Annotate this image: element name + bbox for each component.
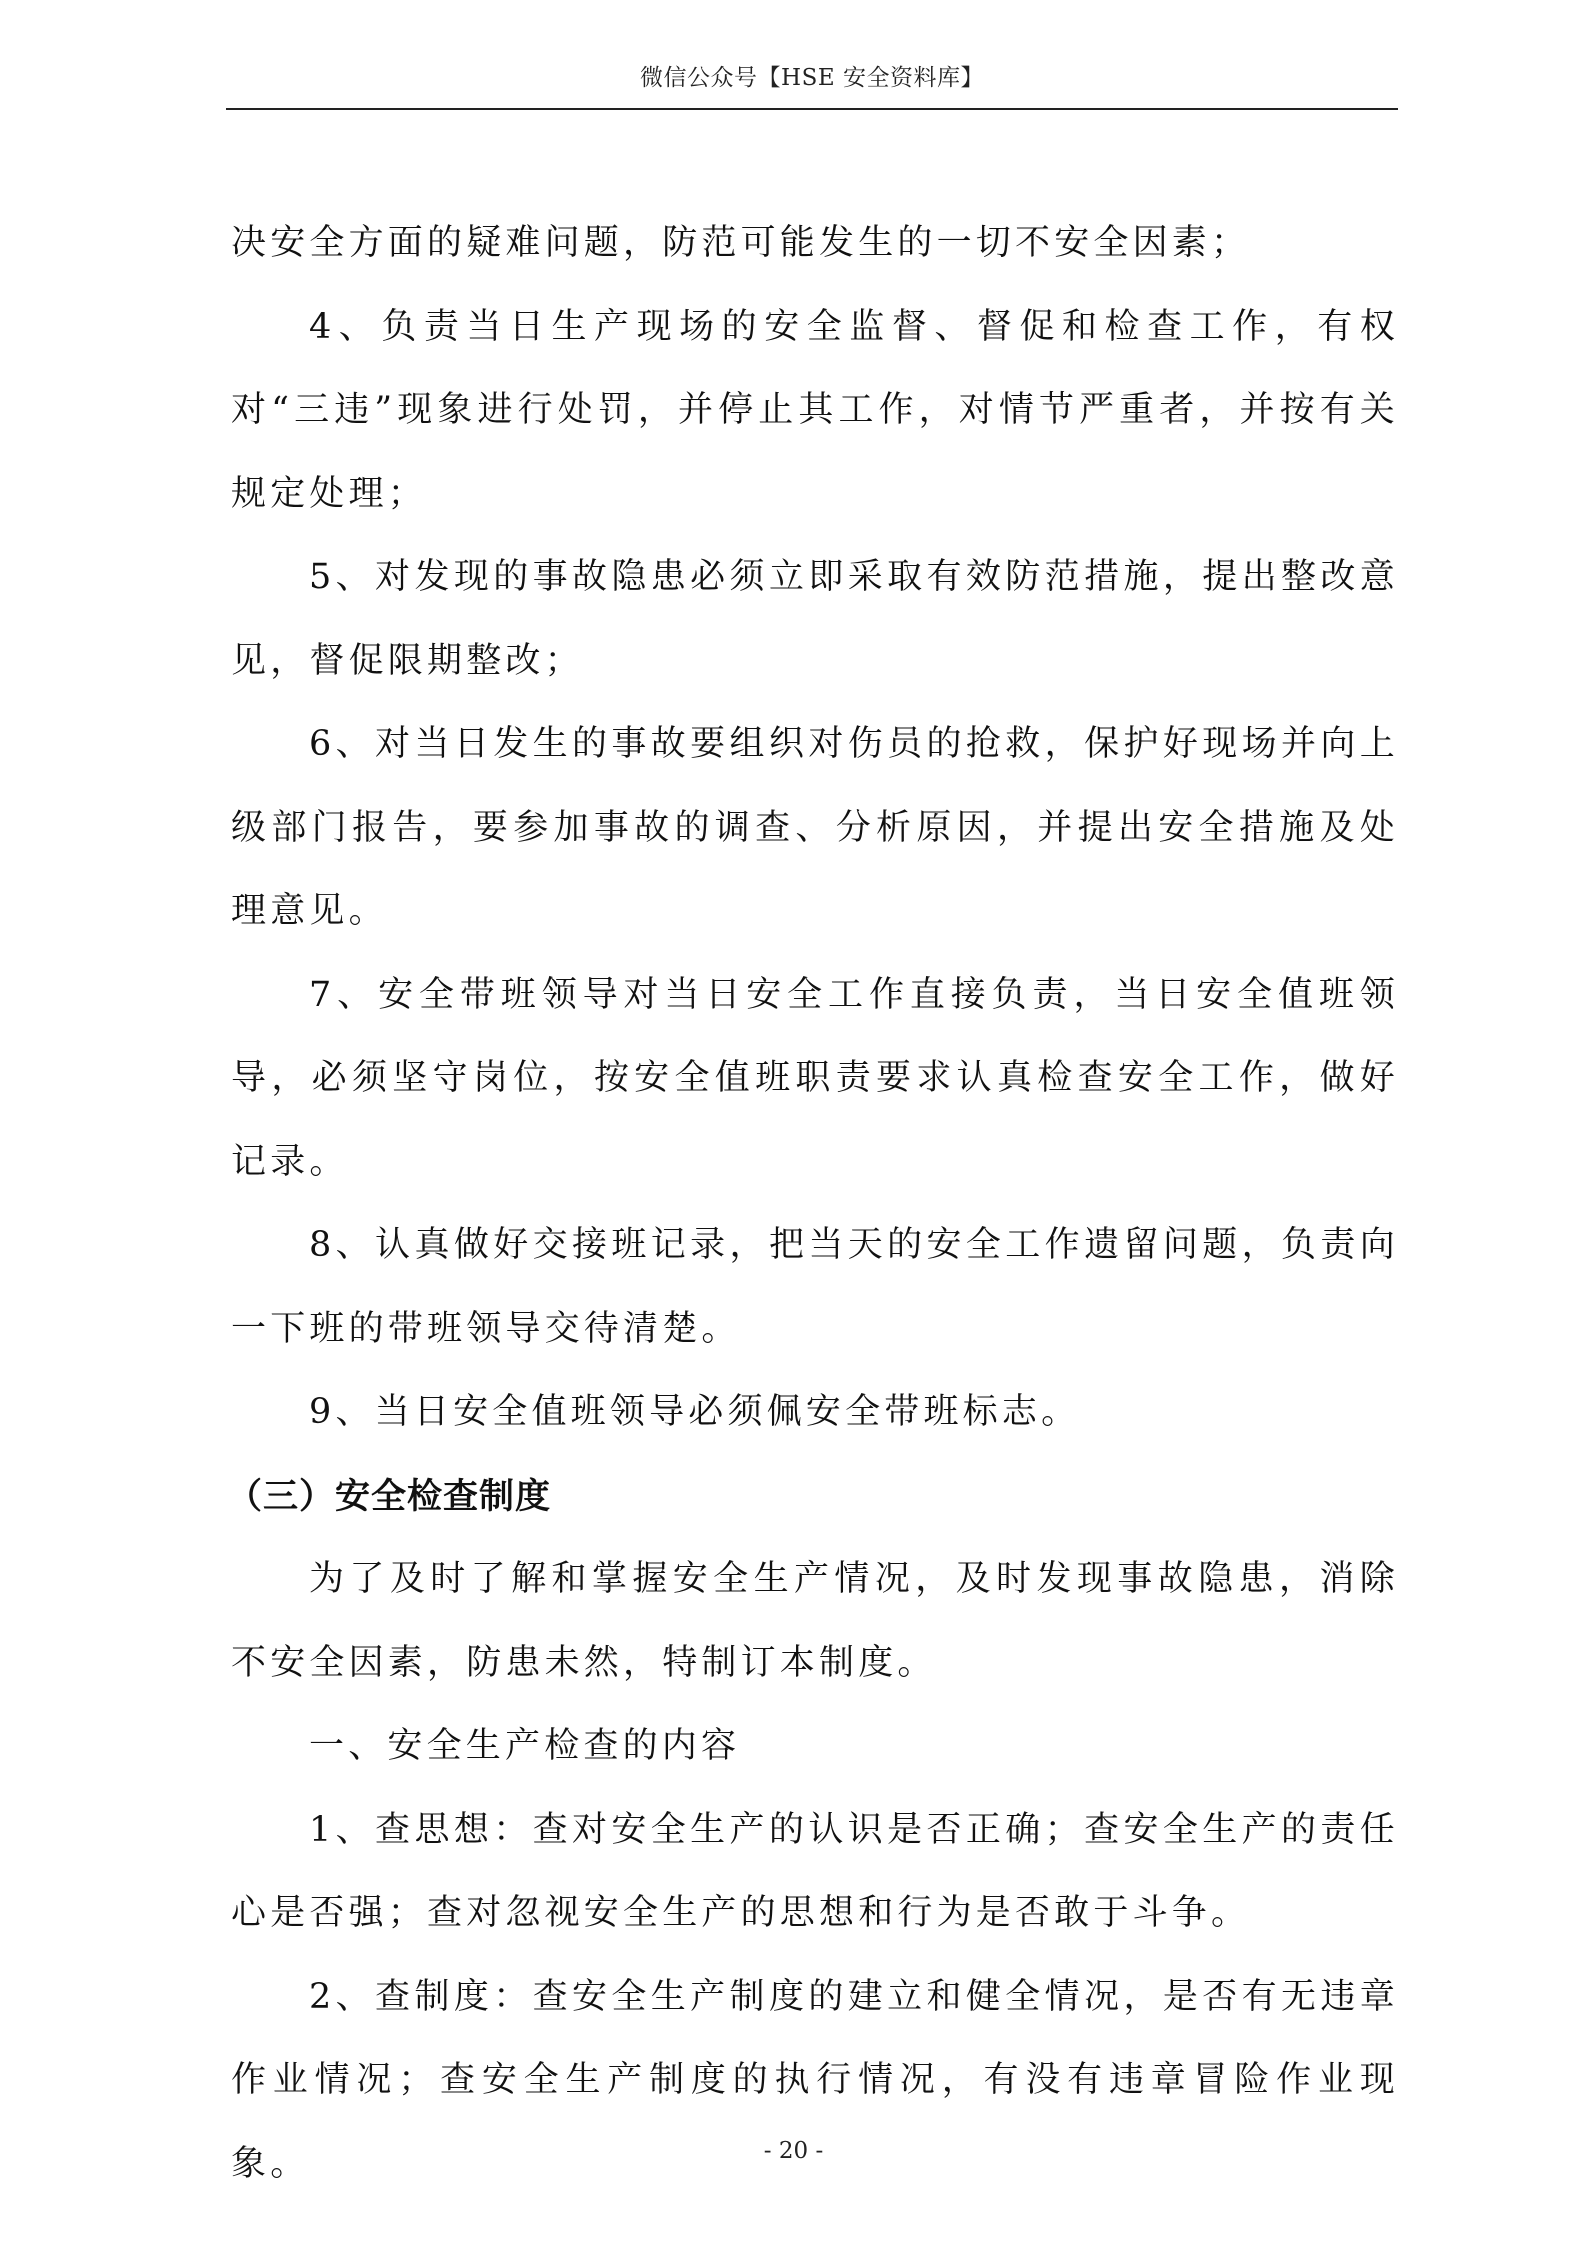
section-heading: （三）安全检查制度 [227,1475,552,1517]
paragraph-intro: 为了及时了解和掌握安全生产情况，及时发现事故隐患，消除不安全因素，防患未然，特制订本制度。 [231,1559,1399,1683]
paragraph-item-7: 7、安全带班领导对当日安全工作直接负责，当日安全值班领导，必须坚守岗位，按安全值班职责要求认真检查安全工作，做好记录。 [231,974,1399,1182]
paragraph-item-6: 6、对当日发生的事故要组织对伤员的抢救，保护好现场并向上级部门报告，要参加事故的调查、分析原因，并提出安全措施及处理意见。 [231,724,1399,931]
paragraph-item-9: 9、当日安全值班领导必须佩安全带班标志。 [309,1392,1081,1432]
paragraph-item-8: 8、认真做好交接班记录，把当天的安全工作遗留问题，负责向一下班的带班领导交待清楚。 [231,1225,1399,1349]
header-divider [226,108,1398,110]
page-number: - 20 - [763,2138,824,2164]
subsection-heading: 一、安全生产检查的内容 [309,1726,741,1766]
paragraph-check-1: 1、查思想：查对安全生产的认识是否正确；查安全生产的责任心是否强；查对忽视安全生产的思想和行为是否敢于斗争。 [231,1809,1399,1933]
paragraph-item-4: 4、负责当日生产现场的安全监督、督促和检查工作，有权对“三违”现象进行处罚，并停止其工作，对情节严重者，并按有关规定处理； [231,306,1399,514]
paragraph-continuation: 决安全方面的疑难问题，防范可能发生的一切不安全因素； [231,223,1251,263]
page-body [227,202,1399,2206]
paragraph-item-5: 5、对发现的事故隐患必须立即采取有效防范措施，提出整改意见，督促限期整改； [231,557,1399,681]
page-header: 微信公众号【HSE 安全资料库】 [640,65,984,91]
paragraph-check-2: 2、查制度：查安全生产制度的建立和健全情况，是否有无违章作业情况；查安全生产制度的执行情况，有没有违章冒险作业现象。 [231,1976,1399,2184]
